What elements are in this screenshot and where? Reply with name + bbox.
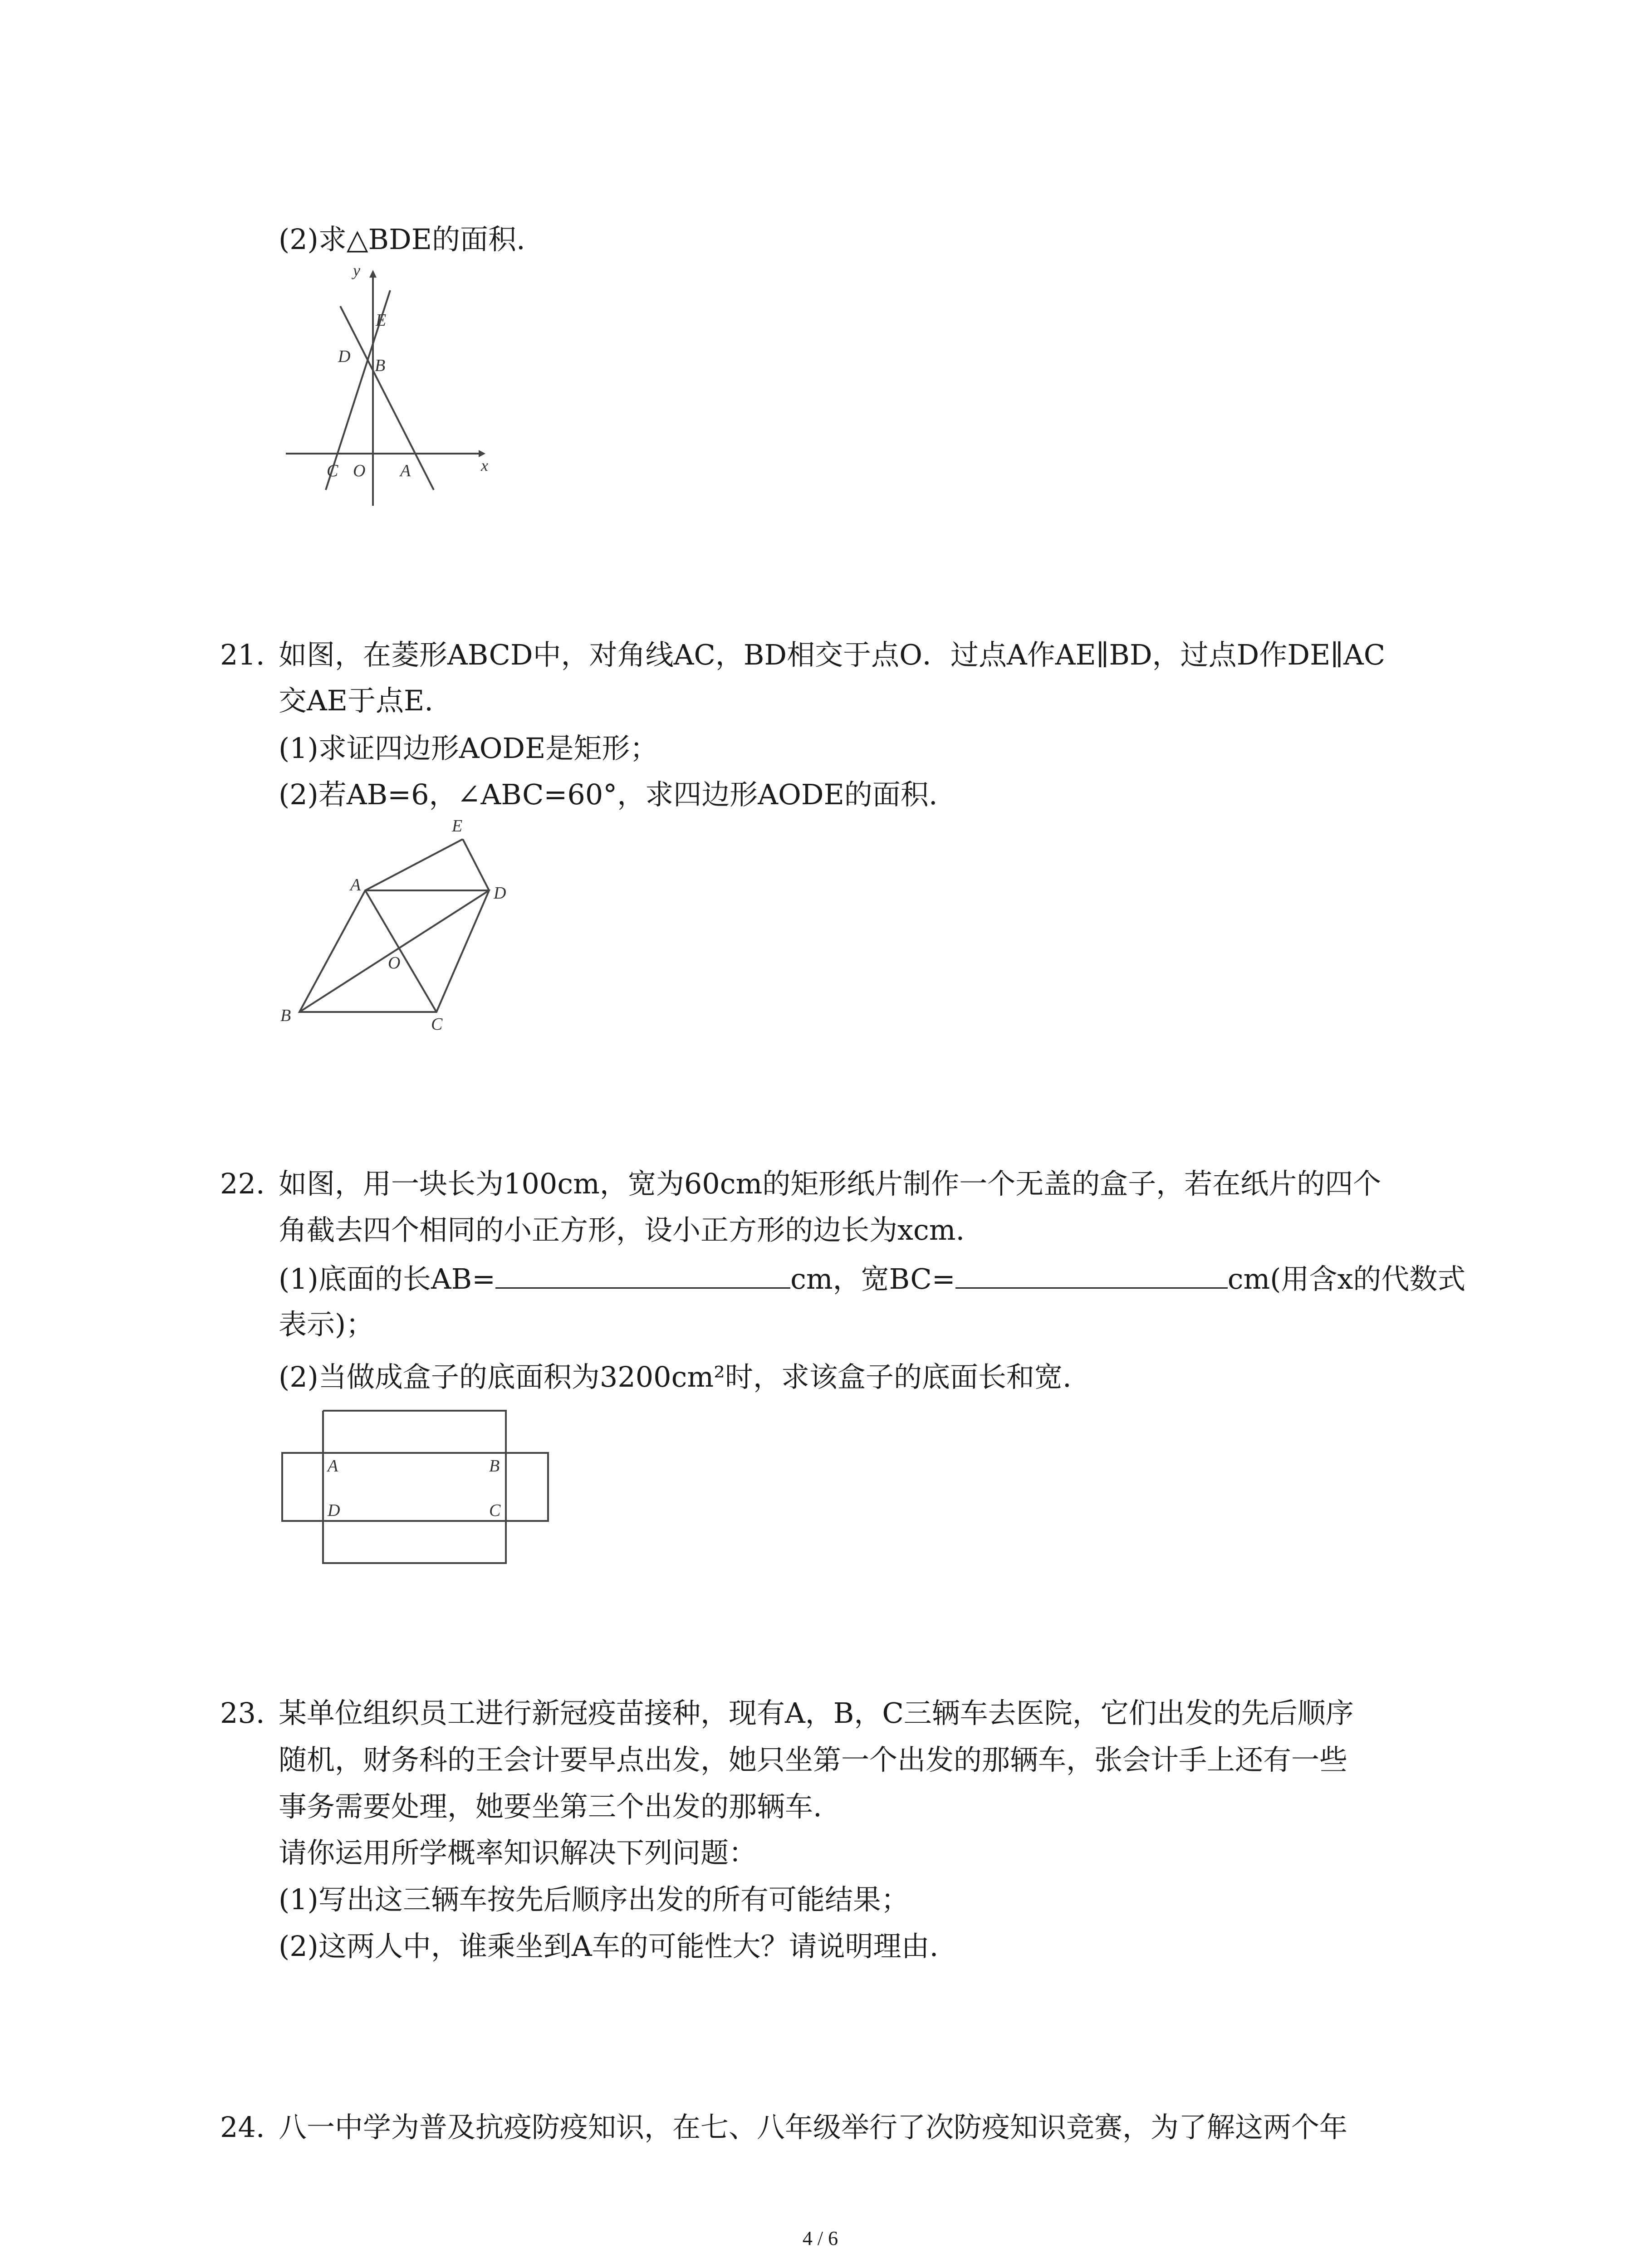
q20-part2: (2)求△BDE的面积. bbox=[279, 223, 525, 256]
q23-line1: 某单位组织员工进行新冠疫苗接种，现有A，B，C三辆车去医院，它们出发的先后顺序 bbox=[279, 1696, 1354, 1730]
q20-label-B: B bbox=[375, 356, 386, 375]
q21-label-O: O bbox=[388, 953, 401, 973]
q20-label-C: C bbox=[327, 461, 338, 480]
q20-label-O: O bbox=[353, 461, 366, 480]
q22-part2: (2)当做成盒子的底面积为3200cm²时，求该盒子的底面长和宽. bbox=[279, 1360, 1072, 1393]
q22-line1: 如图，用一块长为100cm，宽为60cm的矩形纸片制作一个无盖的盒子，若在纸片的四个 bbox=[279, 1167, 1381, 1200]
q22-blank-ab[interactable] bbox=[495, 1260, 790, 1289]
q21-label-B: B bbox=[280, 1006, 291, 1025]
q21-number: 21. bbox=[220, 638, 265, 671]
q21-label-A: A bbox=[350, 875, 361, 894]
q21-part1: (1)求证四边形AODE是矩形； bbox=[279, 732, 658, 765]
q22-figure bbox=[281, 1410, 554, 1564]
q23-part2: (2)这两人中，谁乘坐到A车的可能性大？请说明理由. bbox=[279, 1930, 939, 1963]
q20-label-A: A bbox=[400, 461, 411, 480]
q23-number: 23. bbox=[220, 1696, 265, 1730]
q20-label-D: D bbox=[338, 347, 351, 366]
q24-line1: 八一中学为普及抗疫防疫知识，在七、八年级举行了次防疫知识竞赛，为了解这两个年 bbox=[279, 2111, 1348, 2144]
q21-label-E: E bbox=[452, 816, 463, 836]
q22-blank-bc[interactable] bbox=[955, 1260, 1228, 1289]
q22-label-C: C bbox=[489, 1501, 501, 1520]
q21-line2: 交AE于点E. bbox=[279, 684, 434, 717]
q22-part1-b: cm，宽BC= bbox=[790, 1262, 955, 1295]
q22-part1-a: (1)底面的长AB= bbox=[279, 1262, 496, 1295]
q23-line4: 请你运用所学概率知识解决下列问题： bbox=[279, 1836, 757, 1869]
q22-label-D: D bbox=[328, 1501, 340, 1520]
q22-part1 bbox=[279, 1260, 1465, 1297]
q23-line2: 随机，财务科的王会计要早点出发，她只坐第一个出发的那辆车，张会计手上还有一些 bbox=[279, 1743, 1348, 1776]
q22-part1-d: 表示)； bbox=[279, 1308, 374, 1341]
q20-label-x: x bbox=[481, 456, 488, 474]
q21-figure bbox=[272, 814, 526, 1036]
q23-line3: 事务需要处理，她要坐第三个出发的那辆车. bbox=[279, 1790, 822, 1823]
page-number: 4 / 6 bbox=[802, 2227, 838, 2249]
q21-line1: 如图，在菱形ABCD中，对角线AC，BD相交于点O．过点A作AE∥BD，过点D作DE∥AC bbox=[279, 638, 1386, 671]
q21-label-C: C bbox=[431, 1015, 443, 1034]
q22-number: 22. bbox=[220, 1167, 265, 1200]
q22-label-B: B bbox=[489, 1457, 500, 1476]
q20-label-y: y bbox=[353, 261, 360, 279]
q23-part1: (1)写出这三辆车按先后顺序出发的所有可能结果； bbox=[279, 1883, 909, 1916]
q22-label-A: A bbox=[328, 1457, 338, 1476]
q22-part1-c: cm(用含x的代数式 bbox=[1227, 1262, 1466, 1295]
q24-number: 24. bbox=[220, 2111, 265, 2144]
q21-part2: (2)若AB=6，∠ABC=60°，求四边形AODE的面积. bbox=[279, 778, 938, 811]
q20-figure bbox=[272, 263, 508, 508]
q20-label-E: E bbox=[376, 311, 387, 330]
q21-label-D: D bbox=[494, 884, 506, 903]
q22-line2: 角截去四个相同的小正方形，设小正方形的边长为xcm. bbox=[279, 1213, 965, 1246]
